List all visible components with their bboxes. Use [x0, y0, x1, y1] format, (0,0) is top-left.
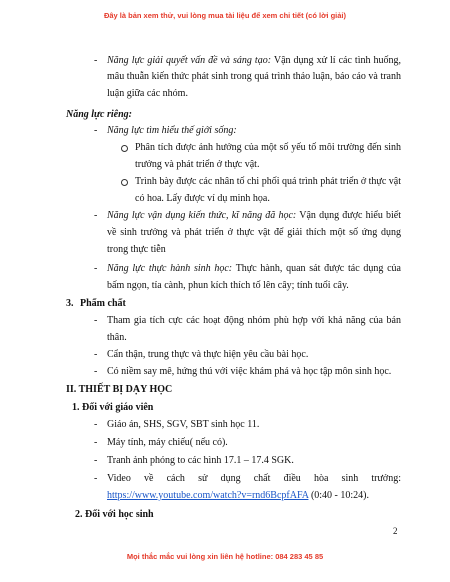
- page-number: 2: [393, 526, 398, 536]
- pc-item2: Cẩn thận, trung thực và thực hiện yêu cầu bài học.: [107, 349, 309, 360]
- hotline-banner: Mọi thắc mắc vui lòng xin liên hệ hotline: 084 283 45 85: [126, 552, 324, 561]
- sub1-line2: trưởng và phát triển ở thực vật.: [135, 159, 260, 170]
- video-line1: Video về cách sử dụng chất điều hòa sinh trưởng:: [107, 473, 401, 484]
- gv-item3: Tranh ảnh phóng to các hình 17.1 – 17.4 SGK.: [107, 455, 294, 466]
- pc-item1-line2: thân.: [107, 332, 127, 343]
- gv-item2: Máy tính, máy chiếu( nếu có).: [107, 437, 228, 448]
- video-line2: [107, 489, 369, 502]
- nl-gq-line1: [107, 54, 401, 67]
- dash-bullet: -: [94, 210, 98, 221]
- dash-bullet: -: [94, 349, 98, 360]
- section-ii-heading: II. THIẾT BỊ DẠY HỌC: [66, 384, 173, 395]
- nl-gq-text1: Vận dụng xử lí các tình huống,: [273, 55, 401, 66]
- nl-th-line1: [107, 262, 401, 275]
- dash-bullet: -: [94, 455, 98, 466]
- sub2-line1: Trình bày được các nhân tố chi phối quá trình phát triển ở thực vật: [135, 176, 401, 187]
- pham-chat-number: 3.: [66, 298, 74, 309]
- nl-gq-label: Năng lực giải quyết vấn đề và sáng tạo:: [107, 55, 272, 66]
- dash-bullet: -: [94, 366, 98, 377]
- nl-vd-line2: về sinh trưởng và phát triển ở thực vật để giải thích một số ứng dụng: [107, 227, 401, 238]
- dash-bullet: -: [94, 437, 98, 448]
- nl-th-label: Năng lực thực hành sinh học:: [107, 263, 233, 274]
- dash-bullet: -: [94, 473, 98, 484]
- dash-bullet: -: [94, 55, 98, 66]
- nl-th-line2: bấm ngọn, tỉa cành, phun kích thích tố lên cây; tính tuổi cây.: [107, 280, 349, 291]
- pc-item1-line1: Tham gia tích cực các hoạt động nhóm phù hợp với khả năng của bản: [107, 315, 401, 326]
- sub2-line2: có hoa. Lấy được ví dụ minh họa.: [135, 193, 270, 204]
- pc-item3: Có niềm say mê, hứng thú với việc khám phá và học tập môn sinh học.: [107, 366, 392, 377]
- nl-vd-text1: Vận dụng được hiểu biết: [299, 210, 401, 221]
- nl-vd-line1: [107, 209, 401, 222]
- dash-bullet: -: [94, 315, 98, 326]
- nl-gq-line2: mâu thuẫn kiến thức phát sinh trong quá trình thảo luận, báo cáo và tranh: [107, 71, 401, 82]
- sub1-line1: Phân tích được ảnh hưởng của một số yếu tố môi trường đến sinh: [135, 142, 401, 153]
- dash-bullet: -: [94, 419, 98, 430]
- nl-rieng-heading: Năng lực riêng:: [66, 109, 132, 120]
- gv-heading: 1. Đối với giáo viên: [72, 402, 154, 413]
- nl-vd-label: Năng lực vận dụng kiến thức, kĩ năng đã học:: [107, 210, 297, 221]
- nl-gq-line3: luận giữa các nhóm.: [107, 88, 188, 99]
- gv-item1: Giáo án, SHS, SGV, SBT sinh học 11.: [107, 419, 260, 430]
- video-link[interactable]: https://www.youtube.com/watch?v=rnd6BcpfAFA: [107, 490, 309, 501]
- video-time: (0:40 - 10:24).: [308, 490, 369, 501]
- preview-banner: Đây là bản xem thử, vui lòng mua tài liệu để xem chi tiết (có lời giải): [103, 11, 347, 20]
- nl-tim-hieu-label: Năng lực tìm hiểu thế giới sống:: [107, 125, 237, 136]
- hs-heading: 2. Đối với học sinh: [75, 509, 154, 520]
- pham-chat-heading: Phẩm chất: [80, 298, 126, 309]
- dash-bullet: -: [94, 263, 98, 274]
- dash-bullet: -: [94, 125, 98, 136]
- nl-th-text1: Thực hành, quan sát được tác dụng của: [235, 263, 401, 274]
- nl-vd-line3: trong thực tiễn: [107, 244, 166, 255]
- circle-bullet-icon: [121, 145, 128, 152]
- circle-bullet-icon: [121, 179, 128, 186]
